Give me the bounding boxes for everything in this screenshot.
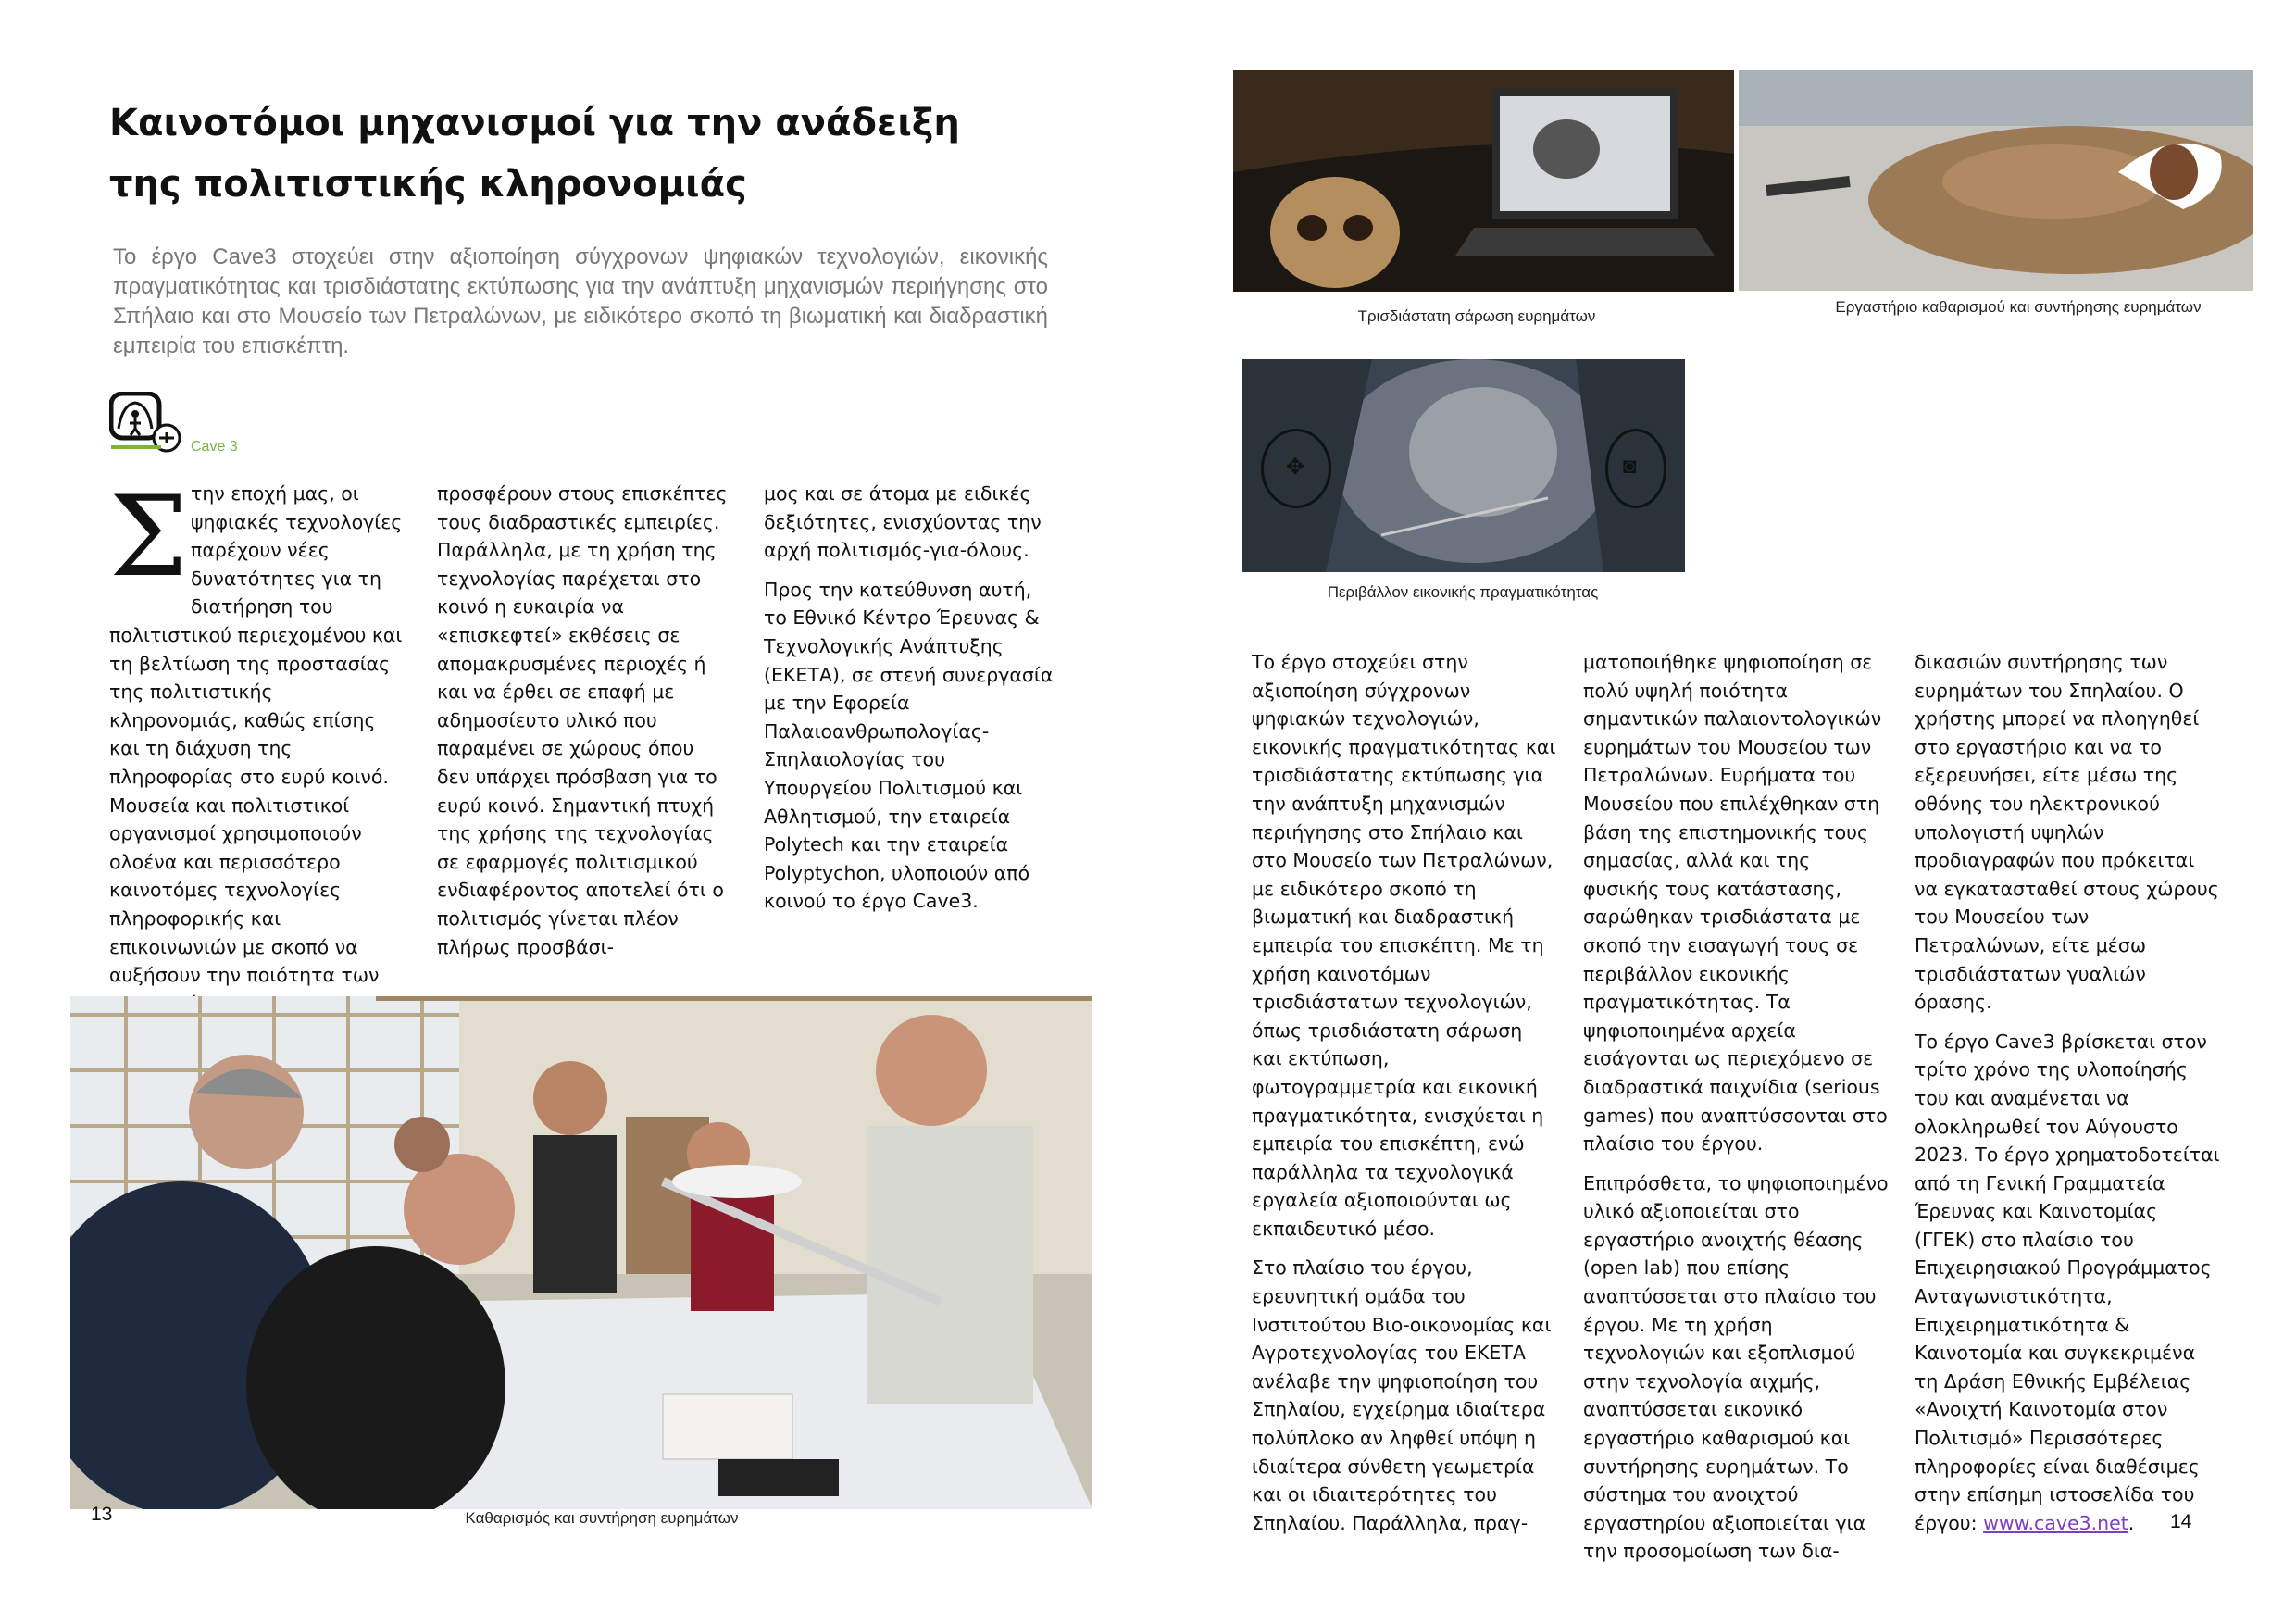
column-2-text: προσφέρουν στους επισκέπτες τους διαδραστικές εμπειρίες. Παράλληλα, με τη χρήση της τεχνολογίας παρέχεται στο κοινό η ευκαιρία να «επισκεφτεί» εκθέσεις σε απομακρυσμένες περιοχές ή και να έρθει σε επαφή με αδημοσίευτο υλικό που παραμένει σε χώρους όπου δεν υπάρχει πρόσβαση για το ευρύ κοινό. Σημαντική πτυχή της χρήσης της τεχνολογίας σε εφαρμογές πολιτισμικού ενδιαφέροντος αποτελεί ότι ο πολιτισμός γίνεται πλέον πλήρως προσβάσι-	[437, 482, 728, 958]
column-3-paragraph-1: μος και σε άτομα με ειδικές δεξιότητες, ενισχύοντας την αρχή πολιτισμός-για-όλους.	[764, 482, 1042, 562]
text-column-3	[764, 480, 1058, 927]
column-6-paragraph-2-text: Το έργο Cave3 βρίσκεται στον τρίτο χρόνο της υλοποίησής του και αναμένεται να ολοκληρωθεί τον Αύγουστο 2023. Το έργο χρηματοδοτείται από τη Γενική Γραμματεία Έρευνας και Καινοτομίας (ΓΓΕΚ) στο πλαίσιο του Επιχειρησιακού Προγράμματος Ανταγωνιστικότητα, Επιχειρηματικότητα & Καινοτομία και συγκεκριμένα τη Δράση Εθνικής Εμβέλειας «Ανοιχτή Καινοτομία στον Πολιτισμό» Περισσότερες πληροφορίες είναι διαθέσιμες στην επίσημη ιστοσελίδα του έργου:	[1915, 1030, 2220, 1534]
main-photo-caption: Καθαρισμός και συντήρηση ευρημάτων	[465, 1509, 739, 1527]
camera-control-icon[interactable]: ◙	[1605, 429, 1666, 508]
article-title	[109, 93, 1035, 215]
logo-text: Cave 3	[191, 439, 238, 455]
vr-photo-caption: Περιβάλλον εικονικής πραγματικότητας	[1327, 583, 1599, 601]
virtual-lab-photo	[1739, 70, 2253, 291]
column-5-paragraph-2: Επιπρόσθετα, το ψηφιοποιημένο υλικό αξιοποιείται στο εργαστήριο ανοιχτής θέασης (open lab) που επίσης αναπτύσσεται στο πλαίσιο του έργου. Με τη χρήση τεχνολογιών και εξοπλισμού στην τεχνολογία αιχμής, αναπτύσσεται εικονικό εργαστήριο καθαρισμού και συντήρησης ευρημάτων. Το σύστημα του ανοιχτού εργαστηρίου αξιοποιείται για την προσομοίωση των δια-	[1583, 1171, 1889, 1563]
text-column-4	[1252, 648, 1557, 1548]
page-number-right: 14	[2170, 1511, 2192, 1532]
scan-photo-caption: Τρισδιάστατη σάρωση ευρημάτων	[1357, 307, 1596, 325]
lead-paragraph: Το έργο Cave3 στοχεύει στην αξιοποίηση σύγχρονων ψηφιακών τεχνολογιών, εικονικής πραγματικότητας και τρισδιάστατης εκτύπωσης για την ανάπτυξη μηχανισμών περιήγησης στο Σπήλαιο και στο Μουσείο των Πετραλώνων, με ειδικότερο σκοπό τη βιωματική και διαδραστική εμπειρία του επισκέπτη.	[113, 244, 1048, 358]
column-1-text: την εποχή μας, οι ψηφιακές τεχνολογίες παρέχουν νέες δυνατότητες για τη διατήρηση του πολιτιστικού περιεχομένου και τη βελτίωση της προστασίας της πολιτιστικής κληρονομιάς, καθώς επίσης και τη διάχυση της πληροφορίας στο ευρύ κοινό. Μουσεία και πολιτιστικοί οργανισμοί χρησιμοποιούν ολοένα και περισσότερο καινοτόμες τεχνολογίες πληροφορικής και επικοινωνιών με σκοπό να αυξήσουν την ποιότητα των	[109, 482, 403, 987]
column-5-paragraph-1: ματοποιήθηκε ψηφιοποίηση σε πολύ υψηλή ποιότητα σημαντικών παλαιοντολογικών ευρημάτων του Μουσείου των Πετραλώνων. Ευρήματα του Μουσείου που επιλέχθηκαν στη βάση της επιστημονικής τους σημασίας, αλλά και της φυσικής τους κατάστασης, σαρώθηκαν τρισδιάστατα με σκοπό την εισαγωγή τους σε περιβάλλον εικονικής πραγματικότητας. Τα ψηφιοποιημένα αρχεία εισάγονται ως περιεχόμενο σε διαδραστικά παιχνίδια (serious games) που αναπτύσσονται στο πλαίσιο του έργου.	[1583, 651, 1888, 1156]
cave3-logo-icon	[109, 392, 267, 458]
virtual-reality-cave-photo	[1242, 359, 1685, 572]
text-column-6	[1915, 648, 2220, 1548]
column-4-paragraph-1: Το έργο στοχεύει στην αξιοποίηση σύγχρονων ψηφιακών τεχνολογιών, εικονικής πραγματικότητας και τρισδιάστατης εκτύπωσης για την ανάπτυξη μηχανισμών περιήγησης στο Σπήλαιο και στο Μουσείο των Πετραλώνων, με ειδικότερο σκοπό τη βιωματική και διαδραστική εμπειρία του επισκέπτη. Με τη χρήση καινοτόμων τρισδιάστατων τεχνολογιών, όπως τρισδιάστατη σάρωση και εκτύπωση, φωτογραμμετρία και εικονική πραγματικότητα, ενισχύεται η εμπειρία του επισκέπτη, ενώ παράλληλα τα τεχνολογικά εργαλεία αξιοποιούνται ως εκπαιδευτικό μέσο.	[1252, 651, 1556, 1240]
lab-photo-caption: Εργαστήριο καθαρισμού και συντήρησης ευρημάτων	[1835, 298, 2202, 316]
conservation-team-photo	[70, 996, 1092, 1509]
column-4-paragraph-2: Στο πλαίσιο του έργου, ερευνητική ομάδα του Ινστιτούτου Βιο-οικονομίας και Αγροτεχνολογίας του ΕΚΕΤΑ ανέλαβε την ψηφιοποίηση του Σπηλαίου, εγχείρημα ιδιαίτερα πολύπλοκο αν ληφθεί υπόψη η ιδιαίτερα σύνθετη γεωμετρία και οι ιδιαιτερότητες του Σπηλαίου. Παράλληλα, πραγ-	[1252, 1256, 1552, 1534]
column-6-paragraph-2	[1915, 1028, 2220, 1538]
text-column-1	[109, 473, 404, 1018]
link-trailing-period: .	[2128, 1511, 2135, 1534]
page-number-left: 13	[91, 1504, 113, 1525]
move-control-icon[interactable]: ✥	[1261, 429, 1331, 508]
drop-cap: Σ	[109, 473, 188, 602]
text-column-5	[1583, 648, 1889, 1577]
text-column-2	[437, 480, 731, 972]
column-6-paragraph-1: δικασιών συντήρησης των ευρημάτων του Σπηλαίου. Ο χρήστης μπορεί να πλοηγηθεί στο εργαστήριο και να το εξερευνήσει, είτε μέσω της οθόνης του ηλεκτρονικού υπολογιστή υψηλών προδιαγραφών που πρόκειται να εγκατασταθεί στους χώρους του Μουσείου των Πετραλώνων, είτε μέσω τρισδιάστατων γυαλιών όρασης.	[1915, 651, 2219, 1014]
3d-scan-photo	[1233, 70, 1734, 292]
column-3-paragraph-2: Προς την κατεύθυνση αυτή, το Εθνικό Κέντρο Έρευνας & Τεχνολογικής Ανάπτυξης (ΕΚΕΤΑ), σε στενή συνεργασία με την Εφορεία Παλαιοανθρωπολογίας-Σπηλαιολογίας του Υπουργείου Πολιτισμού και Αθλητισμού, την εταιρεία Polytech και την εταιρεία Polyptychon, υλοποιούν από κοινού το έργο Cave3.	[764, 578, 1054, 913]
title-line-2: της πολιτιστικής κληρονομιάς	[109, 163, 747, 206]
cave3-website-link[interactable]: www.cave3.net	[1983, 1511, 2128, 1534]
title-line-1: Καινοτόμοι μηχανισμοί για την ανάδειξη	[109, 102, 960, 144]
